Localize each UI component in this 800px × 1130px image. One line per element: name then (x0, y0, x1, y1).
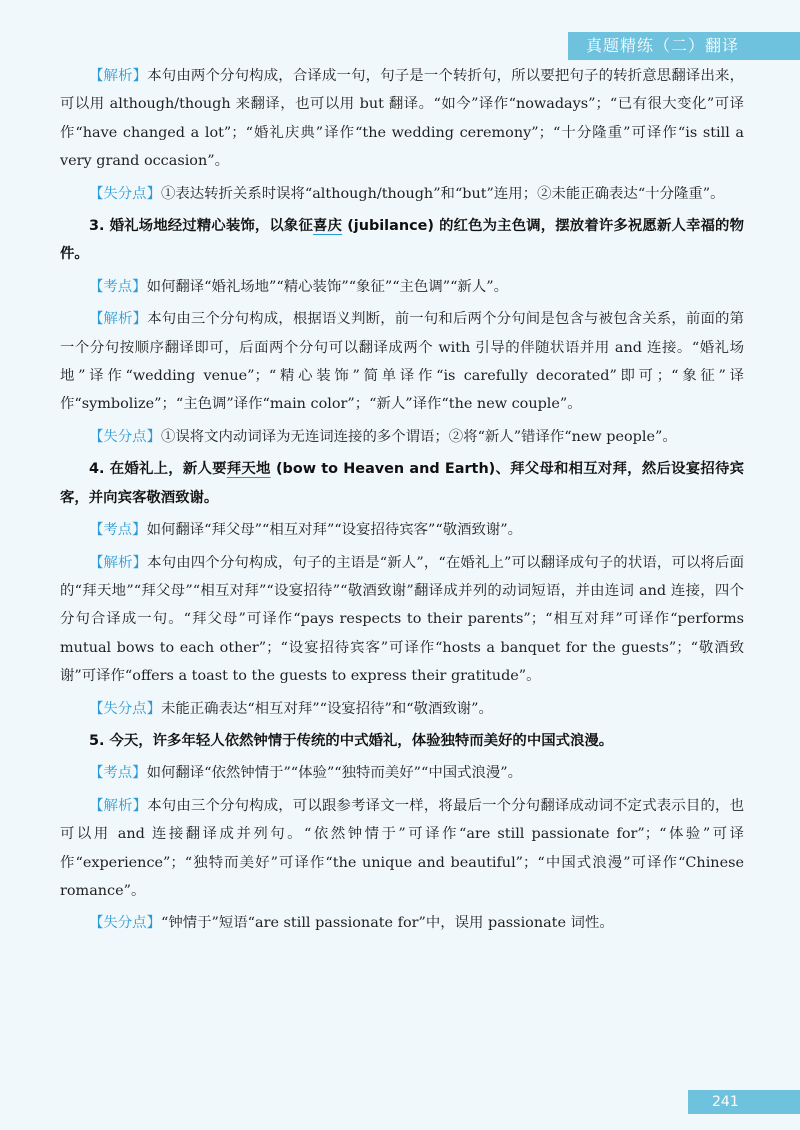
question-4-underlined: 拜天地 (226, 461, 271, 478)
key-point-text: 如何翻译“依然钟情于”“体验”“独特而美好”“中国式浪漫”。 (146, 765, 523, 782)
key-point-paragraph (60, 759, 744, 787)
error-points-paragraph (60, 695, 744, 723)
analysis-text: 本句由两个分句构成，合译成一句，句子是一个转折句，所以要把句子的转折意思翻译出来，可以用 although/though 来翻译，也可以用 but 翻译。“如今”译作“nowadays”；“已有很大变化”可译作“have changed a lot”；“婚礼庆典”译作“the wedding ceremony”；“十分隆重”可译作“is still a very grand occasion”。 (60, 68, 744, 170)
label-key-point: 【考点】 (89, 765, 147, 782)
question-4-rest: (bow to Heaven and Earth)、拜父母和相互对拜，然后设宴招待宾客，并向宾客敬酒致谢。 (60, 461, 744, 506)
label-error-points: 【失分点】 (89, 185, 161, 202)
label-analysis: 【解析】 (89, 68, 148, 84)
analysis-text: 本句由三个分句构成，可以跟参考译文一样，将最后一个分句翻译成动词不定式表示目的，也可以用 and 连接翻译成并列句。“依然钟情于”可译作“are still passionate for”；“体验”可译作“experience”；“独特而美好”可译作“the unique and beautiful”；“中国式浪漫”可译作“Chinese romance”。 (60, 797, 744, 899)
section-header: 真题精练（二）翻译 (568, 32, 800, 60)
label-key-point: 【考点】 (89, 278, 147, 295)
analysis-paragraph (60, 792, 744, 906)
analysis-text: 本句由三个分句构成，根据语义判断，前一句和后两个分句间是包含与被包含关系，前面的第一个分句按顺序翻译即可，后面两个分句可以翻译成两个 with 引导的伴随状语并用 and 连接。“婚礼场地”译作“wedding venue”；“精心装饰”简单译作“is carefully decorated”即可；“象征”译作“symbolize”；“主色调”译作“main color”；“新人”译作“the new couple”。 (60, 311, 744, 413)
question-4 (60, 455, 744, 512)
error-points-text: ①误将文内动词译为无连词连接的多个谓语；②将“新人”错译作“new people”。 (160, 428, 677, 445)
error-points-paragraph (60, 909, 744, 937)
key-point-paragraph (60, 273, 744, 301)
analysis-paragraph (60, 305, 744, 419)
error-points-text: ①表达转折关系时误将“although/though”和“but”连用；②未能正确表达“十分隆重”。 (160, 185, 725, 202)
analysis-text: 本句由四个分句构成，句子的主语是“新人”，“在婚礼上”可以翻译成句子的状语，可以将后面的“拜天地”“拜父母”“相互对拜”“设宴招待”“敬酒致谢”翻译成并列的动词短语，并由连词 and 连接，四个分句合译成一句。“拜父母”可译作“pays respects to their parents”；“相互对拜”可译作“performs mutual bows to each other”；“设宴招待宾客”可译作“hosts a banquet for the guests”；“敬酒致谢”可译作“offers a toast to the guests to express their gratitude”。 (60, 554, 744, 685)
analysis-paragraph (60, 549, 744, 691)
label-error-points: 【失分点】 (89, 428, 161, 445)
analysis-paragraph (60, 62, 744, 176)
question-3-underlined: 喜庆 (312, 218, 343, 235)
label-analysis: 【解析】 (89, 311, 148, 328)
page-content (60, 62, 744, 942)
error-points-paragraph (60, 180, 744, 208)
page-number: 241 (688, 1090, 800, 1114)
key-point-paragraph (60, 516, 744, 544)
label-analysis: 【解析】 (89, 554, 148, 571)
label-key-point: 【考点】 (89, 522, 147, 539)
error-points-text: 未能正确表达“相互对拜”“设宴招待”和“敬酒致谢”。 (160, 700, 493, 717)
key-point-text: 如何翻译“婚礼场地”“精心装饰”“象征”“主色调”“新人”。 (146, 278, 508, 295)
question-3 (60, 212, 744, 269)
question-3-rest: (jubilance) 的红色为主色调，摆放着许多祝愿新人幸福的物件。 (60, 218, 744, 263)
label-analysis: 【解析】 (89, 797, 148, 814)
error-points-paragraph (60, 423, 744, 451)
key-point-text: 如何翻译“拜父母”“相互对拜”“设宴招待宾客”“敬酒致谢”。 (146, 522, 523, 539)
label-error-points: 【失分点】 (89, 915, 161, 932)
error-points-text: “钟情于”短语“are still passionate for”中，误用 passionate 词性。 (160, 915, 614, 932)
question-4-text: 4. 在婚礼上，新人要 (89, 461, 227, 478)
question-5: 5. 今天，许多年轻人依然钟情于传统的中式婚礼，体验独特而美好的中国式浪漫。 (89, 732, 614, 749)
question-3-text: 3. 婚礼场地经过精心装饰，以象征 (89, 218, 313, 235)
label-error-points: 【失分点】 (89, 700, 161, 717)
